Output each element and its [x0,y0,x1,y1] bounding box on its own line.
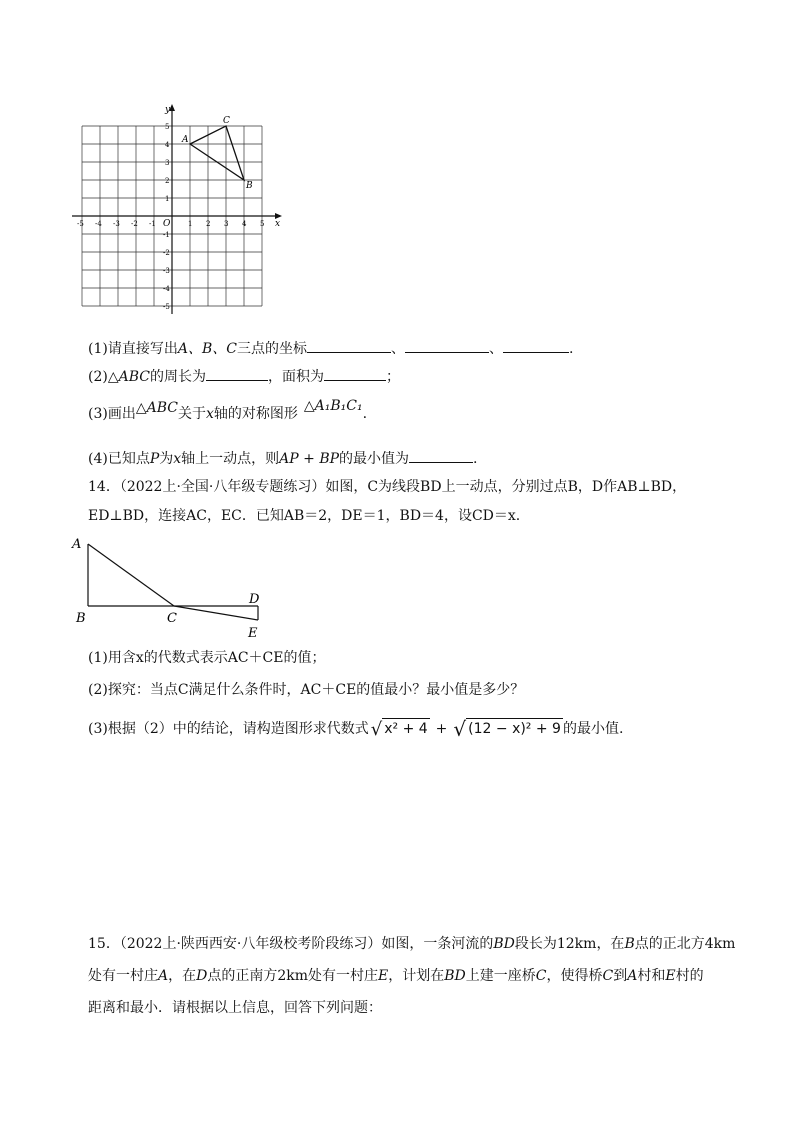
point-c-label: C [223,116,230,126]
y-tick-label: -2 [163,249,170,257]
answer-blank-c[interactable] [503,338,569,353]
fig-label-b: B [76,611,86,626]
y-tick-label: 3 [165,159,170,167]
answer-blank-min[interactable] [409,448,473,463]
y-tick-label: 5 [165,123,170,131]
point-b-label: B [246,181,253,191]
q14-stem-line1: 14．（2022上·全国·八年级专题练习）如图，C为线段BD上一动点，分别过点B，D作AB⊥BD， [88,479,687,495]
radical-sign-2: √ [453,717,467,741]
radical-1: √ x² + 4 [370,719,428,740]
q14-figure [68,530,278,645]
answer-blank-perimeter[interactable] [206,366,268,381]
y-tick-labels [163,123,170,311]
x-tick-label: -2 [131,220,138,228]
q13-part4: (4)已知点P为x轴上一动点，则AP + BP的最小值为 . [88,448,478,469]
fig-label-a: A [72,537,82,552]
q15-stem-line3: 距离和最小．请根据以上信息，回答下列问题： [88,1000,382,1016]
y-axis-label: y [165,105,171,115]
x-tick-label: 3 [224,220,229,228]
q14-part2: (2)探究：当点C满足什么条件时，AC＋CE的值最小？最小值是多少？ [88,682,525,698]
q14-part1: (1)用含x的代数式表示AC＋CE的值； [88,650,326,666]
x-tick-label: 1 [188,220,193,228]
x-tick-label: 5 [260,220,265,228]
triangle-abc [190,126,244,180]
q15-stem-line2: 处有一村庄A，在D点的正南方2km处有一村庄E，计划在BD上建一座桥C，使得桥C到A村和E村的 [88,968,704,984]
x-tick-labels [77,220,264,228]
radical-sign-1: √ [370,719,383,740]
segment-ac [88,544,174,606]
fig-label-e: E [248,626,258,641]
point-a-label: A [182,135,189,145]
y-tick-label: -1 [163,231,170,239]
y-tick-label: 1 [165,195,170,203]
origin-label: O [163,219,171,229]
q15-stem-line1: 15．（2022上·陕西西安·八年级校考阶段练习）如图，一条河流的BD段长为12km，在B点的正北方4km [88,936,736,952]
y-tick-label: -3 [163,267,170,275]
coordinate-grid-figure [70,102,290,322]
x-tick-label: 2 [206,220,211,228]
fig-label-c: C [167,611,177,626]
q14-stem-line2: ED⊥BD，连接AC，EC．已知AB＝2，DE＝1，BD＝4，设CD＝x. [88,508,521,524]
x-tick-label: -3 [113,220,120,228]
segment-ce [174,606,258,620]
q13-part1: (1)请直接写出A、B、C三点的坐标 、 、 . [88,338,573,359]
x-tick-label: -5 [77,220,84,228]
fig-label-d: D [249,592,260,607]
answer-blank-a[interactable] [307,338,391,353]
answer-blank-area[interactable] [324,366,386,381]
answer-blank-b[interactable] [405,338,489,353]
y-tick-label: 4 [165,141,170,149]
x-tick-label: -1 [149,220,156,228]
x-tick-label: 4 [242,220,247,228]
q13-part3: (3)画出△ABC关于x轴的对称图形 △A₁B₁C₁. [88,398,368,422]
x-axis-label: x [275,219,281,229]
y-tick-label: 2 [165,177,170,185]
y-tick-label: -4 [163,285,170,293]
q13-part2: (2)△ABC的周长为 ，面积为 ； [88,366,400,387]
y-tick-label: -5 [163,303,170,311]
x-tick-label: -4 [95,220,102,228]
radical-2: √ (12 − x)² + 9 [453,717,561,741]
q14-part3: (3)根据（2）中的结论，请构造图形求代数式 √ x² + 4 + √ (12 − x)² + 9 的最小值. [88,717,624,741]
